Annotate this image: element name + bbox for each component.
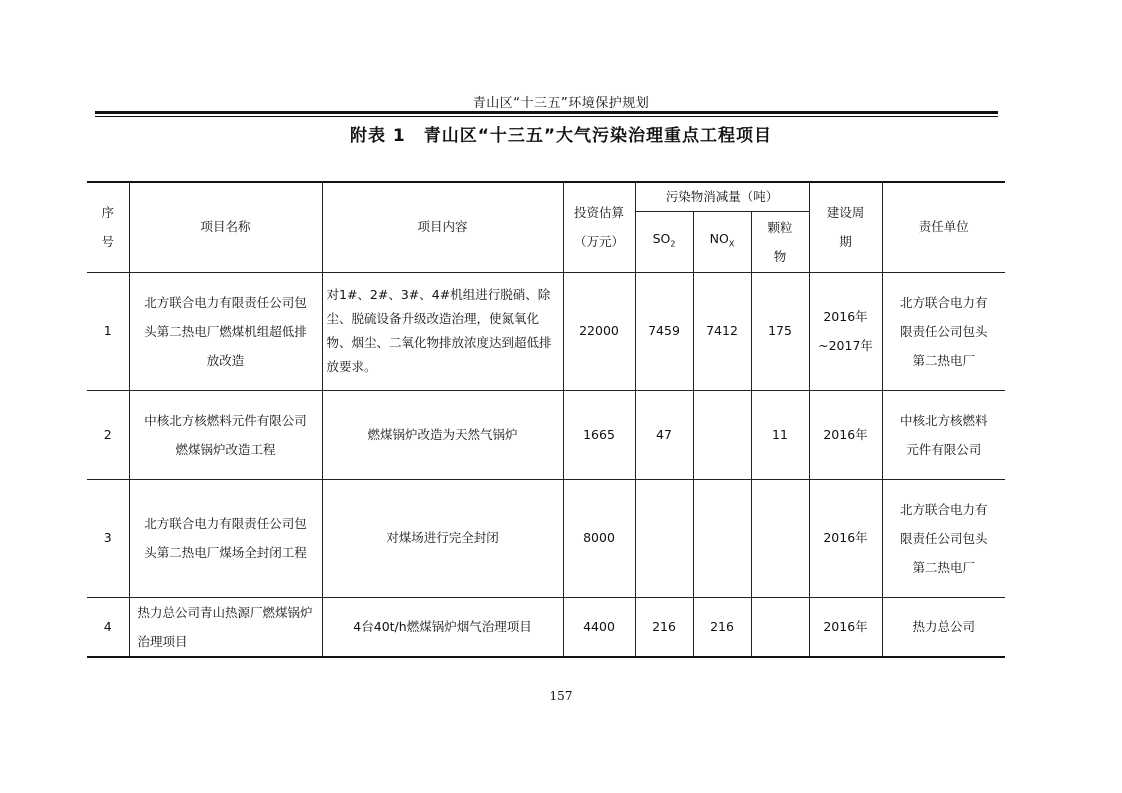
- page-number: 157: [549, 689, 573, 703]
- header-rule-thick: [95, 111, 998, 114]
- table-row: [87, 390, 1005, 479]
- row-seq: 1: [87, 272, 129, 390]
- row-particulate: [751, 479, 809, 597]
- row-unit: 北方联合电力有限责任公司包头第二热电厂: [882, 479, 1005, 597]
- row-unit: 北方联合电力有限责任公司包头第二热电厂: [882, 272, 1005, 390]
- row-unit: 中核北方核燃料元件有限公司: [882, 390, 1005, 479]
- table-row: [87, 597, 1005, 657]
- row-period: 2016年~2017年: [809, 272, 882, 390]
- row-name: 北方联合电力有限责任公司包头第二热电厂煤场全封闭工程: [129, 479, 322, 597]
- row-name: 热力总公司青山热源厂燃煤锅炉治理项目: [129, 597, 322, 657]
- header-so2: $SO_2$: [635, 211, 693, 272]
- header-content: 项目内容: [322, 182, 563, 272]
- header-particulate: 颗粒物: [751, 211, 809, 272]
- header-nox: $NO_X$: [693, 211, 751, 272]
- header-name: 项目名称: [129, 182, 322, 272]
- row-period: 2016年: [809, 597, 882, 657]
- projects-table: [87, 181, 1005, 658]
- row-name: 中核北方核燃料元件有限公司燃煤锅炉改造工程: [129, 390, 322, 479]
- row-so2: [635, 479, 693, 597]
- row-particulate: [751, 597, 809, 657]
- header-investment: 投资估算（万元）: [563, 182, 635, 272]
- row-investment: 1665: [563, 390, 635, 479]
- row-nox: 216: [693, 597, 751, 657]
- row-particulate: 175: [751, 272, 809, 390]
- row-investment: 8000: [563, 479, 635, 597]
- row-content: 燃煤锅炉改造为天然气锅炉: [322, 390, 563, 479]
- row-so2: 47: [635, 390, 693, 479]
- header-seq: 序号: [87, 182, 129, 272]
- row-so2: 7459: [635, 272, 693, 390]
- row-investment: 22000: [563, 272, 635, 390]
- table-row: [87, 272, 1005, 390]
- row-investment: 4400: [563, 597, 635, 657]
- header-rule-thin: [95, 116, 998, 117]
- row-name: 北方联合电力有限责任公司包头第二热电厂燃煤机组超低排放改造: [129, 272, 322, 390]
- row-period: 2016年: [809, 479, 882, 597]
- row-particulate: 11: [751, 390, 809, 479]
- running-header: 青山区“十三五”环境保护规划: [472, 96, 650, 111]
- row-seq: 3: [87, 479, 129, 597]
- row-period: 2016年: [809, 390, 882, 479]
- row-seq: 2: [87, 390, 129, 479]
- header-unit: 责任单位: [882, 182, 1005, 272]
- row-content: 对煤场进行完全封闭: [322, 479, 563, 597]
- header-reduction-group: 污染物消减量（吨）: [635, 182, 809, 211]
- row-unit: 热力总公司: [882, 597, 1005, 657]
- row-nox: [693, 479, 751, 597]
- row-nox: [693, 390, 751, 479]
- row-content: 对1#、2#、3#、4#机组进行脱硝、除尘、脱硫设备升级改造治理，使氮氧化物、烟尘、二氧化物排放浓度达到超低排放要求。: [322, 272, 563, 390]
- header-period: 建设周期: [809, 182, 882, 272]
- row-seq: 4: [87, 597, 129, 657]
- row-so2: 216: [635, 597, 693, 657]
- row-content: 4台40t/h燃煤锅炉烟气治理项目: [322, 597, 563, 657]
- table-title: 附表 1 青山区“十三五”大气污染治理重点工程项目: [349, 126, 773, 146]
- table-row: [87, 479, 1005, 597]
- row-nox: 7412: [693, 272, 751, 390]
